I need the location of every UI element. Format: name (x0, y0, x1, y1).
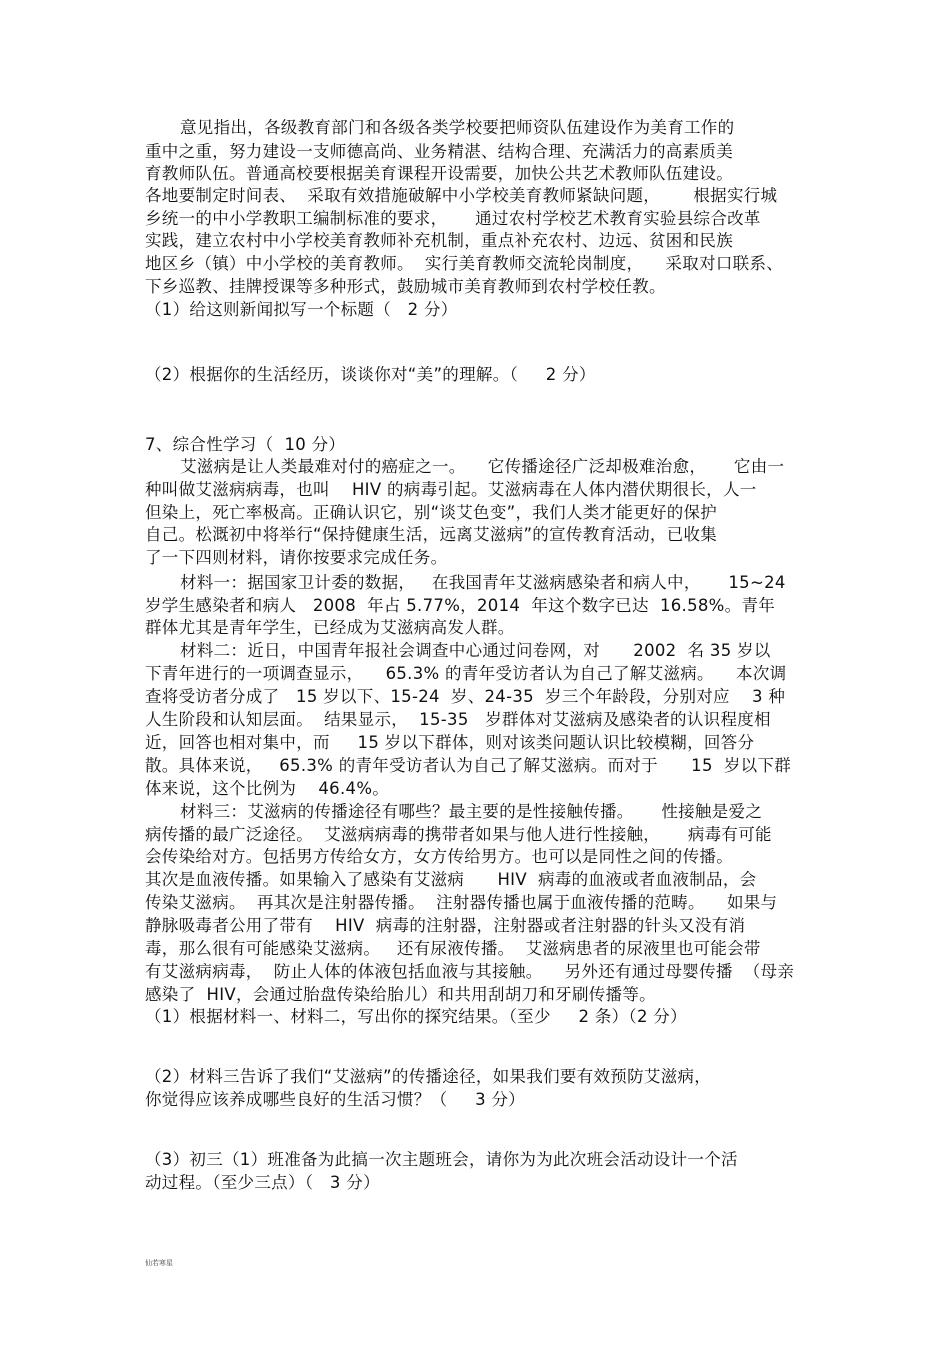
text-line: 近，回答也相对集中，而 15 岁以下群体，则对该类问题认识比较模糊，回答分 (145, 733, 755, 752)
text-line: 地区乡（镇）中小学校的美育教师。 实行美育教师交流轮岗制度， 采取对口联系、 (145, 254, 784, 273)
text-line: 下青年进行的一项调查显示， 65.3% 的青年受访者认为自己了解艾滋病。 本次调 (145, 664, 787, 683)
text-line: 种叫做艾滋病病毒，也叫 HIV 的病毒引起。艾滋病毒在人体内潜伏期很长，人一 (145, 480, 757, 499)
text-line: 静脉吸毒者公用了带有 HIV 病毒的注射器，注射器或者注射器的针头又没有消 (145, 916, 746, 935)
text-line: 实践，建立农村中小学校美育教师补充机制，重点补充农村、边远、贫困和民族 (145, 231, 733, 250)
question-7-2: （2）材料三告诉了我们“艾滋病”的传播途径，如果我们要有效预防艾滋病， (145, 1067, 712, 1086)
text-line: 传染艾滋病。 再其次是注射器传播。 注射器传播也属于血液传播的范畴。 如果与 (145, 893, 778, 912)
text-line: 各地要制定时间表、 采取有效措施破解中小学校美育教师紧缺问题， 根据实行城 (145, 186, 778, 205)
text-line: 但染上，死亡率极高。正确认识它，别“谈艾色变”，我们人类才能更好的保护 (145, 503, 718, 522)
text-line: 群体尤其是青年学生，已经成为艾滋病高发人群。 (145, 618, 515, 637)
text-line: 感染了 HIV，会通过胎盘传染给胎儿）和共用刮胡刀和牙刷传播等。 (145, 985, 656, 1004)
text-line: 毒，那么很有可能感染艾滋病。 还有尿液传播。 艾滋病患者的尿液里也可能会带 (145, 939, 761, 958)
text-line: 下乡巡教、挂牌授课等多种形式，鼓励城市美育教师到农村学校任教。 (145, 277, 666, 296)
text-line: 体来说，这个比例为 46.4%。 (145, 779, 390, 798)
material-3: 材料三：艾滋病的传播途径有哪些？最主要的是性接触传播。 性接触是爱之 (180, 802, 763, 821)
page-footer: 仙若寒星 (145, 1259, 173, 1267)
text-line: 育教师队伍。普通高校要根据美育课程开设需要，加快公共艺术教师队伍建设。 (145, 164, 733, 183)
text-line: 会传染给对方。包括男方传给女方，女方传给男方。也可以是同性之间的传播。 (145, 847, 733, 866)
question-1-2: （2）根据你的生活经历，谈谈你对“美”的理解。（ 2 分） (145, 365, 596, 384)
question-1-1: （1）给这则新闻拟写一个标题（ 2 分） (145, 300, 458, 319)
text-line: 其次是血液传播。如果输入了感染有艾滋病 HIV 病毒的血液或者血液制品，会 (145, 870, 757, 889)
text-line: 了一下四则材料，请你按要求完成任务。 (145, 548, 448, 567)
text-line: 查将受访者分成了 15 岁以下、15-24 岁、24-35 岁三个年龄段，分别对应 3 种 (145, 687, 786, 706)
text-line: 意见指出，各级教育部门和各级各类学校要把师资队伍建设作为美育工作的 (180, 118, 735, 137)
material-1: 材料一：据国家卫计委的数据， 在我国青年艾滋病感染者和病人中， 15~24 (180, 573, 786, 592)
text-line: 散。具体来说， 65.3% 的青年受访者认为自己了解艾滋病。而对于 15 岁以下群 (145, 756, 792, 775)
text-line: 你觉得应该养成哪些良好的生活习惯？（ 3 分） (145, 1090, 526, 1109)
text-line: 自己。松溉初中将举行“保持健康生活，远离艾滋病”的宣传教育活动，已收集 (145, 525, 718, 544)
material-2: 材料二：近日，中国青年报社会调查中心通过问卷网，对 2002 名 35 岁以 (180, 641, 771, 660)
text-line: 人生阶段和认知层面。 结果显示， 15-35 岁群体对艾滋病及感染者的认识程度相 (145, 710, 771, 729)
text-line: 艾滋病是让人类最难对付的癌症之一。 它传播途径广泛却极难治愈， 它由一 (180, 457, 785, 476)
text-line: 乡统一的中小学教职工编制标准的要求， 通过农村学校艺术教育实验县综合改革 (145, 209, 761, 228)
text-line: 有艾滋病病毒， 防止人体的体液包括血液与其接触。 另外还有通过母婴传播 （母亲 (145, 962, 795, 981)
text-line: 岁学生感染者和病人 2008 年占 5.77%，2014 年这个数字已达 16.58%。青年 (145, 596, 776, 615)
question-7-3: （3）初三（1）班准备为此搞一次主题班会，请你为为此次班会活动设计一个活 (145, 1150, 738, 1169)
question-7-1: （1）根据材料一、材料二，写出你的探究结果。（至少 2 条）（2 分） (145, 1007, 687, 1026)
text-line: 病传播的最广泛途径。 艾滋病病毒的携带者如果与他人进行性接触， 病毒有可能 (145, 825, 772, 844)
text-line: 动过程。（至少三点）（ 3 分） (145, 1173, 380, 1192)
text-line: 重中之重，努力建设一支师德高尚、业务精湛、结构合理、充满活力的高素质美 (145, 142, 733, 161)
section-heading: 7、综合性学习（ 10 分） (145, 435, 346, 454)
